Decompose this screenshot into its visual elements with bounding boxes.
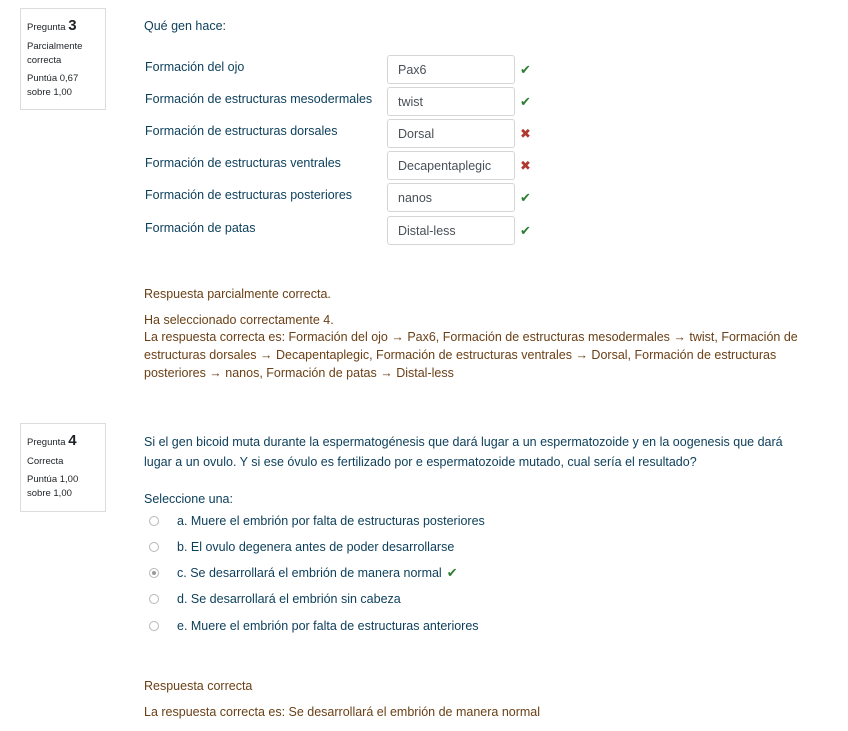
question-grade: Puntúa 1,00 sobre 1,00	[27, 473, 79, 499]
radio-button[interactable]	[149, 542, 159, 552]
question-number-value: 4	[68, 432, 77, 449]
option-label: d. Se desarrollará el embrión sin cabeza	[177, 592, 401, 606]
match-row-label-1: Formación del ojo	[145, 60, 245, 74]
question-number-label: Pregunta	[27, 437, 66, 448]
option-label: a. Muere el embrión por falta de estructuras posteriores	[177, 514, 485, 528]
question-info-4	[20, 423, 106, 512]
question-text-4: Si el gen bicoid muta durante la espermatogénesis que dará lugar a un espermatozoide y en la oogenesis que dará lugar a un ovulo. Y si ese óvulo es fertilizado por e espermatozoide mutado, cual sería el resultado?	[144, 435, 783, 469]
option-label: b. El ovulo degenera antes de poder desarrollarse	[177, 540, 455, 554]
option-label: e. Muere el embrión por falta de estructuras anteriores	[177, 619, 479, 633]
radio-button[interactable]	[149, 621, 159, 631]
radio-button[interactable]	[149, 516, 159, 526]
answer-option-d[interactable]	[149, 590, 401, 608]
question-grade: Puntúa 0,67 sobre 1,00	[27, 73, 79, 99]
check-icon: ✔	[446, 565, 458, 580]
question-number	[27, 15, 99, 38]
cross-icon: ✖	[520, 126, 531, 141]
answer-option-e[interactable]	[149, 617, 479, 635]
match-row-label-6: Formación de patas	[145, 221, 256, 235]
match-row-label-4: Formación de estructuras ventrales	[145, 156, 341, 170]
match-row-label-3: Formación de estructuras dorsales	[145, 124, 338, 138]
check-icon: ✔	[520, 94, 531, 109]
question-number	[27, 430, 99, 453]
question-state: Correcta	[27, 455, 64, 467]
question-number-value: 3	[68, 17, 77, 34]
check-icon: ✔	[520, 62, 531, 77]
match-answer-select-6[interactable]: Distal-less	[387, 216, 515, 245]
answer-option-b[interactable]	[149, 538, 454, 556]
option-label: c. Se desarrollará el embrión de manera normal	[177, 566, 442, 580]
radio-button[interactable]	[149, 594, 159, 604]
check-icon: ✔	[520, 190, 531, 205]
select-one-prompt: Seleccione una:	[144, 492, 233, 506]
feedback-right-answer-4: La respuesta correcta es: Se desarrollará el embrión de manera normal	[144, 705, 541, 719]
match-row-label-5: Formación de estructuras posteriores	[145, 188, 353, 202]
match-answer-select-4[interactable]: Decapentaplegic	[387, 151, 515, 180]
feedback-right-answer-3: La respuesta correcta es: Formación del ojo → Pax6, Formación de estructuras mesodermales → twist, Formación de estructuras dorsales → Decapentaplegic, Formación de estructuras ventrales → Dorsal, Formación de estructuras posteriores → nanos, Formación de patas → Distal-less	[144, 330, 798, 380]
feedback-general-4: Respuesta correcta	[144, 679, 253, 693]
question-text-3: Qué gen hace:	[144, 19, 227, 33]
match-row-label-2: Formación de estructuras mesodermales	[145, 92, 373, 106]
feedback-num-correct-3: Ha seleccionado correctamente 4.	[144, 313, 334, 327]
question-state: Parcialmente correcta	[27, 40, 83, 66]
check-icon: ✔	[520, 223, 531, 238]
answer-option-a[interactable]	[149, 512, 485, 530]
question-info-3	[20, 8, 106, 110]
question-number-label: Pregunta	[27, 22, 66, 33]
match-answer-select-3[interactable]: Dorsal	[387, 119, 515, 148]
match-answer-select-1[interactable]: Pax6	[387, 55, 515, 84]
answer-option-c[interactable]	[149, 564, 458, 582]
match-answer-select-5[interactable]: nanos	[387, 183, 515, 212]
radio-button-selected[interactable]	[149, 568, 159, 578]
feedback-general-3: Respuesta parcialmente correcta.	[144, 287, 331, 301]
cross-icon: ✖	[520, 158, 531, 173]
match-answer-select-2[interactable]: twist	[387, 87, 515, 116]
